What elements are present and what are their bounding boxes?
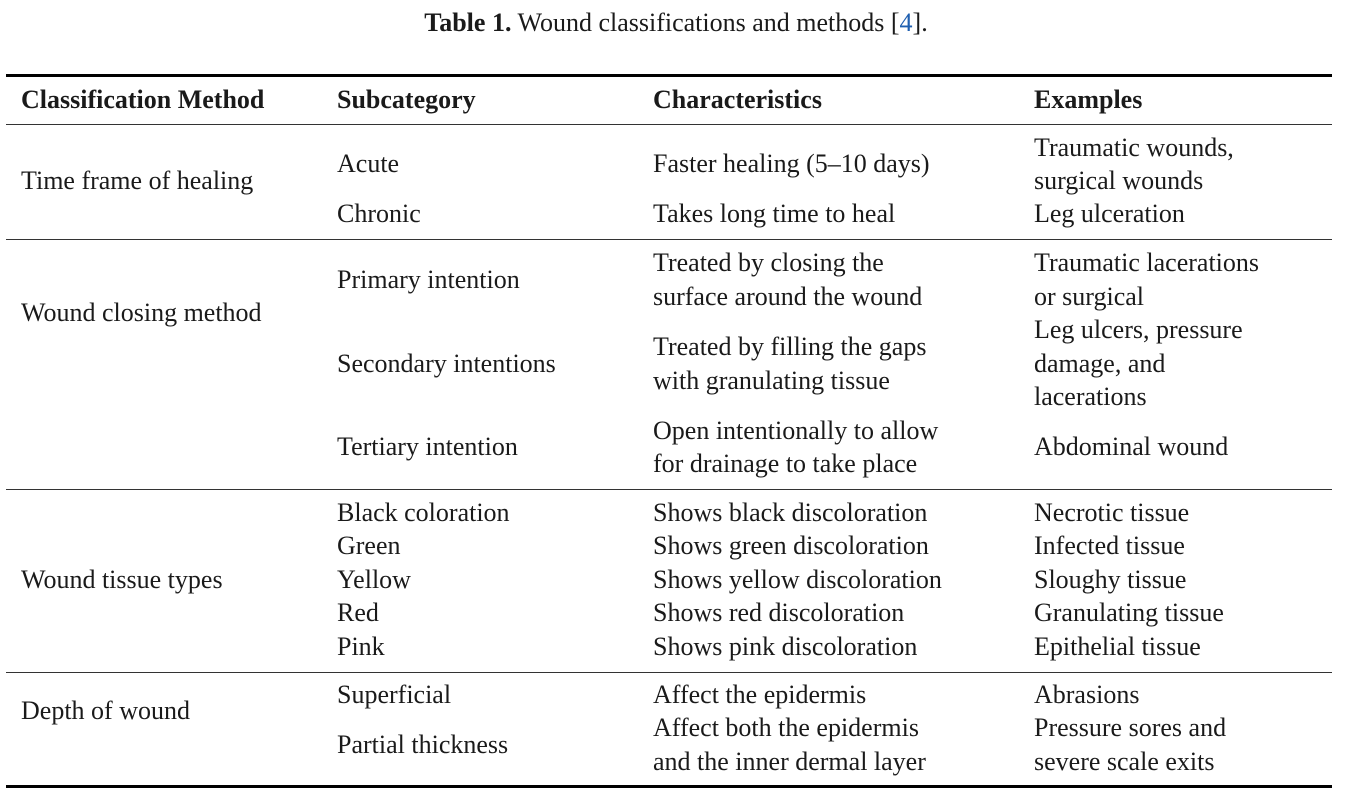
examples-cell: Sloughy tissue: [1034, 565, 1187, 594]
column-header-characteristics: Characteristics: [653, 85, 822, 114]
subcategory-cell: Pink: [337, 632, 385, 661]
examples-cell: Pressure sores and: [1034, 713, 1227, 742]
examples-cell: severe scale exits: [1034, 747, 1215, 776]
subcategory-cell: Secondary intentions: [337, 349, 556, 378]
examples-cell: Traumatic lacerations: [1034, 248, 1260, 277]
characteristics-cell: Treated by filling the gaps: [653, 332, 927, 361]
examples-cell: lacerations: [1034, 382, 1147, 411]
examples-cell: damage, and: [1034, 349, 1166, 378]
examples-cell: Abdominal wound: [1034, 432, 1229, 461]
characteristics-cell: Shows yellow discoloration: [653, 565, 942, 594]
characteristics-cell: Faster healing (5–10 days): [653, 149, 930, 178]
characteristics-cell: Shows red discoloration: [653, 598, 905, 627]
examples-cell: Infected tissue: [1034, 531, 1185, 560]
subcategory-cell: Green: [337, 531, 401, 560]
table-caption: [0, 6, 1352, 40]
group-method-label: Wound tissue types: [21, 565, 223, 594]
group-method-label: Time frame of healing: [21, 166, 254, 195]
subcategory-cell: Tertiary intention: [337, 432, 518, 461]
group-method-label: Depth of wound: [21, 696, 190, 725]
subcategory-cell: Acute: [337, 149, 400, 178]
examples-cell: surgical wounds: [1034, 166, 1204, 195]
characteristics-cell: Open intentionally to allow: [653, 416, 939, 445]
examples-cell: Leg ulcers, pressure: [1034, 315, 1243, 344]
column-header-subcategory: Subcategory: [337, 85, 476, 114]
subcategory-cell: Superficial: [337, 680, 452, 709]
group-divider: [6, 239, 1332, 240]
characteristics-cell: Affect the epidermis: [653, 680, 867, 709]
subcategory-cell: Red: [337, 598, 379, 627]
subcategory-cell: Yellow: [337, 565, 411, 594]
caption-reference-link[interactable]: 4: [899, 8, 913, 37]
characteristics-cell: and the inner dermal layer: [653, 747, 926, 776]
subcategory-cell: Chronic: [337, 199, 421, 228]
examples-cell: Leg ulceration: [1034, 199, 1185, 228]
column-header-classification-method: Classification Method: [21, 85, 265, 114]
characteristics-cell: surface around the wound: [653, 282, 923, 311]
characteristics-cell: Shows black discoloration: [653, 498, 928, 527]
examples-cell: Epithelial tissue: [1034, 632, 1201, 661]
characteristics-cell: with granulating tissue: [653, 366, 890, 395]
column-header-examples: Examples: [1034, 85, 1143, 114]
subcategory-cell: Primary intention: [337, 265, 520, 294]
characteristics-cell: Treated by closing the: [653, 248, 884, 277]
examples-cell: Necrotic tissue: [1034, 498, 1190, 527]
subcategory-cell: Black coloration: [337, 498, 510, 527]
examples-cell: or surgical: [1034, 282, 1144, 311]
characteristics-cell: Affect both the epidermis: [653, 713, 919, 742]
caption-text: Wound classifications and methods [: [511, 8, 900, 37]
examples-cell: Abrasions: [1034, 680, 1140, 709]
examples-cell: Traumatic wounds,: [1034, 133, 1234, 162]
caption-close: ].: [912, 8, 928, 37]
caption-label: Table 1.: [424, 8, 512, 37]
group-divider: [6, 672, 1332, 673]
characteristics-cell: Shows pink discoloration: [653, 632, 918, 661]
characteristics-cell: for drainage to take place: [653, 449, 918, 478]
subcategory-cell: Partial thickness: [337, 730, 509, 759]
characteristics-cell: Shows green discoloration: [653, 531, 929, 560]
group-divider: [6, 489, 1332, 490]
header-rule: [6, 124, 1332, 125]
group-method-label: Wound closing method: [21, 298, 262, 327]
examples-cell: Granulating tissue: [1034, 598, 1224, 627]
characteristics-cell: Takes long time to heal: [653, 199, 896, 228]
table-bottom-rule: [6, 785, 1332, 788]
table-top-rule: [6, 74, 1332, 77]
